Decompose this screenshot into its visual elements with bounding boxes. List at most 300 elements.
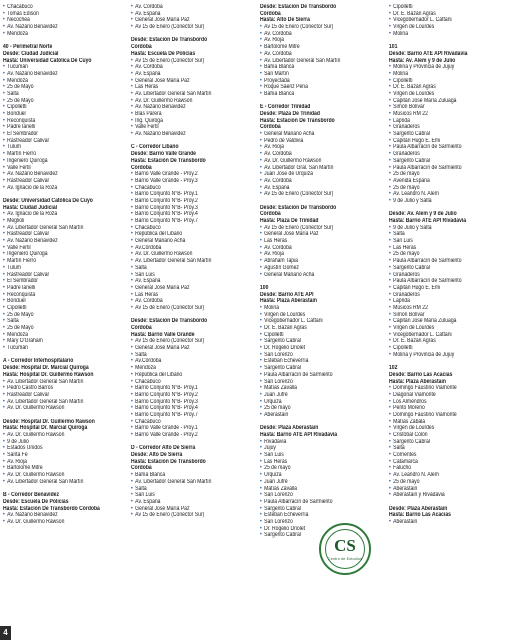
street-item: • Urquiza (260, 472, 378, 479)
street-item: • Las Heras (131, 292, 249, 299)
street-item: • Bahía Blanca (260, 91, 378, 98)
street-item: • General Mariano Acha (260, 272, 378, 279)
street-item: • Virgen de Lourdes (389, 24, 507, 31)
street-item: • Av. Nazario Benavidez (3, 238, 121, 245)
street-item: • Rastreador Calivar (3, 392, 121, 399)
route-endpoint: Desde: Barrio ATE API (260, 291, 314, 298)
street-item: • Dr. Rogelio Driolet (260, 526, 378, 533)
spacer (3, 412, 121, 419)
street-item: • Cipolletti (3, 305, 121, 312)
street-item: • Laprida (389, 118, 507, 125)
street-item: • 25 de Mayo (3, 84, 121, 91)
street-item: • Sargento Cabral (389, 265, 507, 272)
street-item: • Músicos RM 22 (389, 305, 507, 312)
route-endpoint: Desde: Av. Alem y 9 de Julio (389, 211, 457, 218)
street-item: • Tucumán (3, 64, 121, 71)
route-endpoint: Córdoba (131, 164, 152, 171)
route-endpoint: Hasta: Estación De Transbordo Córdoba (3, 505, 100, 512)
street-item: • Abraham Tapia (260, 258, 378, 265)
route-endpoint: Desde: Barrio Las Acacias (389, 371, 453, 378)
route-endpoint: Desde: Estación De Transbordo (260, 204, 337, 211)
route-endpoint: Córdoba (131, 44, 152, 51)
street-item: • Pedro de Valdivia (260, 138, 378, 145)
spacer (131, 138, 249, 145)
route-title: B - Corredor Benavidez (3, 492, 59, 499)
route-endpoint: Hasta: Barrio ATE API Rivadavia (389, 218, 467, 224)
street-item: • Av. Libertador General San Martín (260, 58, 378, 65)
spacer (131, 439, 249, 446)
street-item: • Capitán Hugo E. Emi (389, 138, 507, 145)
route-endpoint: Desde: Barrio Valle Grande (131, 151, 196, 158)
street-item: • Mary O'Graham (3, 338, 121, 345)
route-endpoint: Desde: Barrio ATE API Rivadavia (389, 50, 468, 57)
street-item: • Av. Córdoba (260, 151, 378, 158)
street-item: • Necochea (3, 17, 121, 24)
street-item: • Rastreador Calivar (3, 231, 121, 238)
street-item: • Las Heras (131, 84, 249, 91)
route-endpoint: Desde: Universidad Católica De Cuyo (3, 197, 93, 204)
street-item: • Bonduel (3, 298, 121, 305)
street-item: • Chacabuco (131, 185, 249, 192)
column-1 (3, 4, 121, 526)
street-item: • Dr. E. Bazán Agras (389, 338, 507, 345)
street-item: • Barrio Conjunto N°B- Proy.3 (131, 205, 249, 212)
street-item: • Padre Ianelli (3, 124, 121, 131)
route-endpoint: Hasta: Estación De Transbordo (131, 157, 206, 164)
street-item: • Esteban Echeverría (260, 512, 378, 519)
route-endpoint: Hasta: Barrio Valle Grande (131, 331, 195, 338)
street-item: • Meglioli (3, 218, 121, 225)
street-item: • Barrio Conjunto N°B- Proy.2 (131, 392, 249, 399)
street-item: • Esteban Echeverría (260, 358, 378, 365)
route-endpoint: Desde: Alto De Sierra (131, 452, 183, 459)
street-item: • Av 15 de Enero (Conector Sur) (131, 338, 249, 345)
street-item: • Juan Jufré (260, 479, 378, 486)
street-item: • El Sembrador (3, 278, 121, 285)
street-item: • Aberastain (260, 412, 378, 419)
street-item: • Molina (389, 71, 507, 78)
street-item: • 9 de Julio (3, 439, 121, 446)
street-item: • Virgen de Lourdes (260, 312, 378, 319)
route-endpoint: Hasta: Ciudad Judicial (3, 204, 58, 211)
street-item: • Sargento Cabral (260, 338, 378, 345)
street-item: • Los Almendros (389, 399, 507, 406)
street-item: • Av. Dr. Guillermo Rawson (3, 405, 121, 412)
spacer (389, 205, 507, 212)
street-item: • Avenida España (389, 178, 507, 185)
route-endpoint: Hasta: Escuela De Policías (131, 50, 196, 57)
street-item: • Chacabuco (131, 379, 249, 386)
street-item: • Av 15 de Enero (Conector Sur) (260, 225, 378, 232)
route-title: D - Corredor Alto De Sierra (131, 445, 196, 452)
street-item: • Rastreador Calivar (3, 138, 121, 145)
street-item: • Barrio Conjunto N°B- Proy.3 (131, 399, 249, 406)
street-item: • Valle Fertil (131, 124, 249, 131)
street-item: • Sargento Cabral (389, 439, 507, 446)
street-item: • Padre Ianelli (3, 285, 121, 292)
route-endpoint: Desde: Hospital Dr. Guillermo Rawson (3, 418, 95, 425)
route-endpoint: Córdoba (131, 325, 152, 331)
street-item: • 25 de mayo (389, 251, 507, 258)
page-number: 4 (0, 626, 11, 640)
route-endpoint: Desde: Escuela De Policías (3, 498, 69, 505)
street-item: • Martín Fierro (3, 151, 121, 158)
route-endpoint: Córdoba (260, 211, 281, 218)
street-item: • General José María Paz (131, 78, 249, 85)
street-item: • Rastreador Calivar (3, 178, 121, 185)
street-item: • Aberastain (389, 486, 507, 493)
route-title: A - Corredor Interhospitalario (3, 358, 74, 365)
street-item: • 9 de Julio y Salta (389, 225, 507, 232)
street-item: • Av. Nazario Benavidez (3, 24, 121, 31)
street-item: • San Lorenzo (260, 352, 378, 359)
route-endpoint: Hasta: Hospital Dr. Marcial Quiroga (3, 425, 88, 432)
route-endpoint: Hasta: Estación De Transbordo (260, 117, 335, 124)
street-item: • Valle Fertil (3, 245, 121, 252)
street-item: • Urquiza (260, 399, 378, 406)
street-item: • Valle Fertil (3, 165, 121, 172)
street-item: • General José María Paz (131, 17, 249, 24)
spacer (260, 419, 378, 426)
street-item: • Sargento Cabral (389, 158, 507, 165)
route-endpoint: Hasta: Estación De Transbordo (131, 458, 206, 465)
street-item: • 25 de mayo (260, 465, 378, 472)
street-item: • Dr. E. Bazán Agras (389, 84, 507, 91)
street-item: • Av. Dr. Guillermo Rawson (3, 432, 121, 439)
street-item: • Av. Dr. Guillermo Rawson (3, 519, 121, 526)
street-item: • Salta (389, 445, 507, 452)
column-3 (260, 4, 378, 539)
street-item: • Salta (131, 352, 249, 359)
street-item: • Av. Córdoba (260, 245, 378, 252)
street-item: • Juan Jose de Urquiza (260, 171, 378, 178)
street-item: • Av. Rioja (260, 144, 378, 151)
street-item: • Paula Albarracín de Sarmiento (260, 499, 378, 506)
route-title: 100 (260, 284, 269, 291)
street-item: • Dr. E. Bazán Agras (389, 11, 507, 18)
route-endpoint: Desde: Estación De Transbordo (260, 4, 337, 10)
street-item: • Av. Libertador General San Martín (3, 225, 121, 232)
street-item: • Virgen de Lourdes (389, 425, 507, 432)
street-item: • General José María Paz (131, 345, 249, 352)
street-item: • Sargento Cabral (260, 365, 378, 372)
street-item: • Molina (389, 31, 507, 38)
street-item: • Sargento Cabral (260, 506, 378, 513)
street-item: • Proyectada (260, 78, 378, 85)
street-item: • Barrio Conjunto N°B- Proy.4 (131, 405, 249, 412)
street-item: • Agustín Gómez (260, 265, 378, 272)
cs-stamp-logo (319, 523, 371, 575)
street-item: • Barrio Conjunto N°B- Proy.4 (131, 211, 249, 218)
street-item: • Av. Córdoba (131, 4, 249, 11)
route-endpoint: Desde: Hospital Dr. Marcial Quiroga (3, 365, 89, 372)
street-item: • Falucho (389, 465, 507, 472)
street-item: • Roque Sáenz Peña (260, 84, 378, 91)
street-item: • Av 15 de Enero (Conector Sur) (131, 305, 249, 312)
street-item: • Aberastain (389, 519, 507, 526)
street-item: • Av. Dr. Guillermo Rawson (3, 472, 121, 479)
street-item: • Matías Zavalla (260, 486, 378, 493)
street-item: • República del Libano (131, 231, 249, 238)
street-item: • Tulum (3, 265, 121, 272)
street-item: • Av. Libertador Gral. San Martín (260, 165, 378, 172)
street-item: • 25 de mayo (260, 405, 378, 412)
spacer (260, 278, 378, 285)
street-item: • Chacabuco (131, 225, 249, 232)
street-item: • Aberastain y Rivadavia (389, 492, 507, 499)
street-item: • 9 de Julio y Salta (389, 198, 507, 205)
street-item: • Domingo Faustino Viamonte (389, 385, 507, 392)
street-item: • Capitán José María Zuluaga (389, 318, 507, 325)
spacer (389, 37, 507, 44)
street-item: • Av. España (131, 499, 249, 506)
route-title: Hasta: Universidad Católica De Cuyo (3, 57, 92, 64)
street-item: • Salta (131, 265, 249, 272)
street-item: • Pedro Castro Barros (3, 385, 121, 392)
street-item: • Ing. Quiroga (131, 118, 249, 125)
street-item: • Av. Nazario Benavidez (131, 104, 249, 111)
street-item: • Domingo Faustino Viamonte (389, 412, 507, 419)
street-item: • Av. España (260, 185, 378, 192)
street-item: • Av. Libertador General San Martín (131, 258, 249, 265)
street-item: • 25 de mayo (389, 185, 507, 192)
stamp-caption: Centro de Estudios (327, 557, 363, 561)
route-title: 101 (389, 44, 398, 51)
street-item: • Capitán Jose María Zuluaga (389, 98, 507, 105)
route-endpoint: Hasta: Plaza Aberastain (260, 298, 317, 305)
street-item: • Av. Dr. Guillermo Rawson (131, 251, 249, 258)
street-item: • Molina (260, 305, 378, 312)
street-item: • Perito Moreno (389, 405, 507, 412)
street-item: • Av 15 de Enero (Conector Sur) (260, 24, 378, 31)
street-item: • Simón Bolívar (389, 104, 507, 111)
street-item: • Av.Córdoba (131, 358, 249, 365)
street-item: • Barrio Valle Grande - Proy.2 (131, 432, 249, 439)
street-item: • Catamarca (389, 459, 507, 466)
street-item: • Rastreador Calivar (3, 272, 121, 279)
column-2 (131, 4, 249, 519)
street-item: • Capitán Hugo E. Emi (389, 285, 507, 292)
street-item: • General Mariano Acha (260, 131, 378, 138)
street-item: • Sargento Cabral (260, 532, 378, 539)
street-item: • Salta (131, 486, 249, 493)
street-item: • San Luis (131, 272, 249, 279)
street-item: • Reconquista (3, 292, 121, 299)
street-item: • San Martín (260, 71, 378, 78)
street-item: • Av. Libertador General San Martín (3, 479, 121, 486)
street-item: • 25 de mayo (389, 479, 507, 486)
spacer (131, 31, 249, 38)
route-endpoint: Hasta: Alto De Sierra (260, 17, 310, 24)
street-item: • General Mariano Acha (131, 238, 249, 245)
street-item: • Estados Unidos (3, 445, 121, 452)
route-endpoint: Desde: Plaza Aberastain (260, 425, 319, 432)
street-item: • Reconquista (3, 118, 121, 125)
street-item: • Mendoza (3, 332, 121, 339)
street-item: • Av. Ignacio de la Roza (3, 211, 121, 218)
street-item: • 25 de Mayo (3, 98, 121, 105)
street-item: • Av. Leandro N. Alem (389, 191, 507, 198)
street-item: • Mendoza (3, 31, 121, 38)
street-item: • Martín Fierro (3, 258, 121, 265)
route-endpoint: Hasta: Plaza De Trinidad (260, 218, 319, 224)
street-item: • Paula Albarracín de Sarmiento (389, 165, 507, 172)
street-item: • Av. Nazario Benavidez (3, 171, 121, 178)
street-item: • Barrio Valle Grande - Proy.3 (131, 178, 249, 185)
street-item: • Av. Libertador General San Martín (3, 399, 121, 406)
street-item: • Av. Nazario Benavidez (131, 131, 249, 138)
route-endpoint: Hasta: Barrio Las Acacias (389, 512, 451, 519)
route-endpoint: Desde: Estación De Transbordo (131, 37, 208, 44)
street-item: • Paula Albarracín de Sarmiento (389, 258, 507, 265)
stamp-initials: CS (334, 536, 356, 555)
street-item: • Barrio Conjunto N°B- Proy.7 (131, 412, 249, 419)
street-item: • Músicos RM 22 (389, 111, 507, 118)
street-item: • 25 de mayo (389, 171, 507, 178)
street-item: • Av. Rioja (3, 459, 121, 466)
street-item: • Salta (3, 318, 121, 325)
street-item: • Av. España (131, 71, 249, 78)
street-item: • Av. Libertador General San Martín (131, 479, 249, 486)
street-item: • Av. Libertador General San Martín (3, 379, 121, 386)
street-item: • Av. España (131, 11, 249, 18)
street-item: • General José María Paz (131, 506, 249, 513)
street-item: • Jujuy (260, 445, 378, 452)
street-item: • Dr. E. Bazán Agras (260, 325, 378, 332)
street-item: • Cipolletti (389, 345, 507, 352)
street-item: • Av. Dr. Guillermo Rawson (260, 158, 378, 165)
street-item: • Salta (3, 91, 121, 98)
route-endpoint: Hasta: Av. Alem y 9 de Julio (389, 57, 456, 64)
street-item: • Vicegobernador L. Cattani (260, 318, 378, 325)
street-item: • Granaderos (389, 124, 507, 131)
spacer (3, 191, 121, 198)
spacer (3, 486, 121, 493)
street-item: • Barrio Conjunto N°B- Proy.2 (131, 198, 249, 205)
route-endpoint: Desde: Plaza Aberastain (389, 505, 448, 512)
street-item: • Av. Córdoba (131, 298, 249, 305)
street-item: • San Lorenzo (260, 519, 378, 526)
street-item: • Molina y Provincia de Jujuy (389, 352, 507, 359)
street-item: • Vicegobernador L. Cattani (389, 332, 507, 339)
street-item: • Matías Zavalla (260, 385, 378, 392)
street-item: • San Lorenzo (260, 379, 378, 386)
route-title: E - Corredor Trinidad (260, 104, 311, 111)
street-item: • Matías Zabala (389, 419, 507, 426)
street-item: • Dr. Rogelio Driolet (260, 345, 378, 352)
street-item: • Av. Córdoba (260, 51, 378, 58)
street-item: • Bartolomé Mitre (260, 44, 378, 51)
street-item: • Bartolomé Mitre (3, 465, 121, 472)
street-item: • Av 15 de Enero (Conector Sur) (131, 24, 249, 31)
spacer (260, 198, 378, 205)
street-item: • Laprida (389, 298, 507, 305)
street-item: • Av 15 de Enero (Conector Sur) (131, 58, 249, 65)
route-endpoint: Córdoba (260, 10, 281, 17)
street-item: • Barrio Conjunto N°B- Proy.1 (131, 385, 249, 392)
street-item: • Mendoza (3, 78, 121, 85)
street-item: • Molina y Provincia de Jujuy (389, 64, 507, 71)
street-item: • Cipolletti (3, 104, 121, 111)
street-item: • Vicegobernador L. Cattani (389, 17, 507, 24)
street-item: • Las Heras (260, 238, 378, 245)
street-item: • El Sembrador (3, 131, 121, 138)
street-item: • San Luis (260, 452, 378, 459)
column-4 (389, 4, 507, 526)
street-item: • Las Heras (260, 459, 378, 466)
street-item: • Bahía Blanca (131, 472, 249, 479)
street-item: • 25 de Mayo (3, 325, 121, 332)
route-title: Desde: Ciudad Judicial (3, 50, 59, 57)
spacer (3, 37, 121, 44)
route-endpoint: Hasta: Hospital Dr. Guillermo Rawson (3, 371, 94, 378)
street-item: • Ingeniero Quiroga (3, 158, 121, 165)
street-item: • Av. Nazario Benavidez (3, 71, 121, 78)
street-item: • General José María Paz (260, 231, 378, 238)
street-item: • Blas Parera (131, 111, 249, 118)
street-item: • Tomás Edison (3, 11, 121, 18)
street-item: • Av. Dr. Guillermo Rawson (131, 98, 249, 105)
street-item: • Av. Rioja (260, 251, 378, 258)
route-endpoint: Desde: Estación De Transbordo (131, 318, 208, 325)
route-endpoint: Desde: Plaza De Trinidad (260, 111, 320, 117)
street-item: • Paula Albarracín de Sarmiento (389, 278, 507, 285)
street-item: • Barrio Conjunto N°B- Proy.7 (131, 218, 249, 225)
street-item: • Tulum (3, 144, 121, 151)
route-endpoint: Córdoba (260, 124, 281, 131)
route-title: C - Corredor Libano (131, 144, 179, 151)
street-item: • San Luis (131, 492, 249, 499)
street-item: • Paula Albarracín de Sarmiento (260, 372, 378, 379)
street-item: • Cristóbal Colón (389, 432, 507, 439)
spacer (389, 499, 507, 506)
street-item: • Av. Ignacio de la Roza (3, 185, 121, 192)
street-item: • Av 15 de Enero (Conector Sur) (260, 191, 378, 198)
street-item: • Virgen de Lourdes (389, 91, 507, 98)
spacer (131, 312, 249, 319)
street-item: • Av 15 de Enero (Conector Sur) (131, 512, 249, 519)
street-item: • Av. Nazario Benavidez (3, 512, 121, 519)
street-item: • Simón Bolívar (389, 312, 507, 319)
route-endpoint: Hasta: Plaza Aberastain (389, 378, 446, 385)
street-item: • San Lorenzo (260, 492, 378, 499)
street-item: • Tucumán (3, 345, 121, 352)
street-item: • Granaderos (389, 292, 507, 299)
street-item: • Barrio Valle Grande - Proy.1 (131, 425, 249, 432)
street-item: • Barrio Conjunto N°B- Proy.1 (131, 191, 249, 198)
street-item: • Juan Jufré (260, 392, 378, 399)
street-item: • Santa Fe (3, 452, 121, 459)
spacer (260, 98, 378, 105)
route-title: 40 - Perimetral Norte (3, 44, 53, 51)
street-item: • Av. Leandro N. Alem (389, 472, 507, 479)
street-item: • Av.Córdoba (131, 245, 249, 252)
street-item: • Chacabuco (3, 4, 121, 11)
route-title: 102 (389, 365, 398, 372)
street-item: • Av. Córdoba (260, 178, 378, 185)
street-item: • Chacabuco (131, 419, 249, 426)
street-item: • Granaderos (389, 272, 507, 279)
street-item: • Virgen de Lourdes (389, 325, 507, 332)
street-item: • Sargento Cabral (389, 131, 507, 138)
street-item: • República del Libano (131, 372, 249, 379)
street-item: • Paula Albarracín de Sarmiento (389, 144, 507, 151)
street-item: • Granaderos (389, 151, 507, 158)
street-item: • San Luis (389, 238, 507, 245)
street-item: • Cipolletti (389, 4, 507, 11)
street-item: • Barrio Valle Grande - Proy.2 (131, 171, 249, 178)
street-item: • Las Heras (389, 245, 507, 252)
